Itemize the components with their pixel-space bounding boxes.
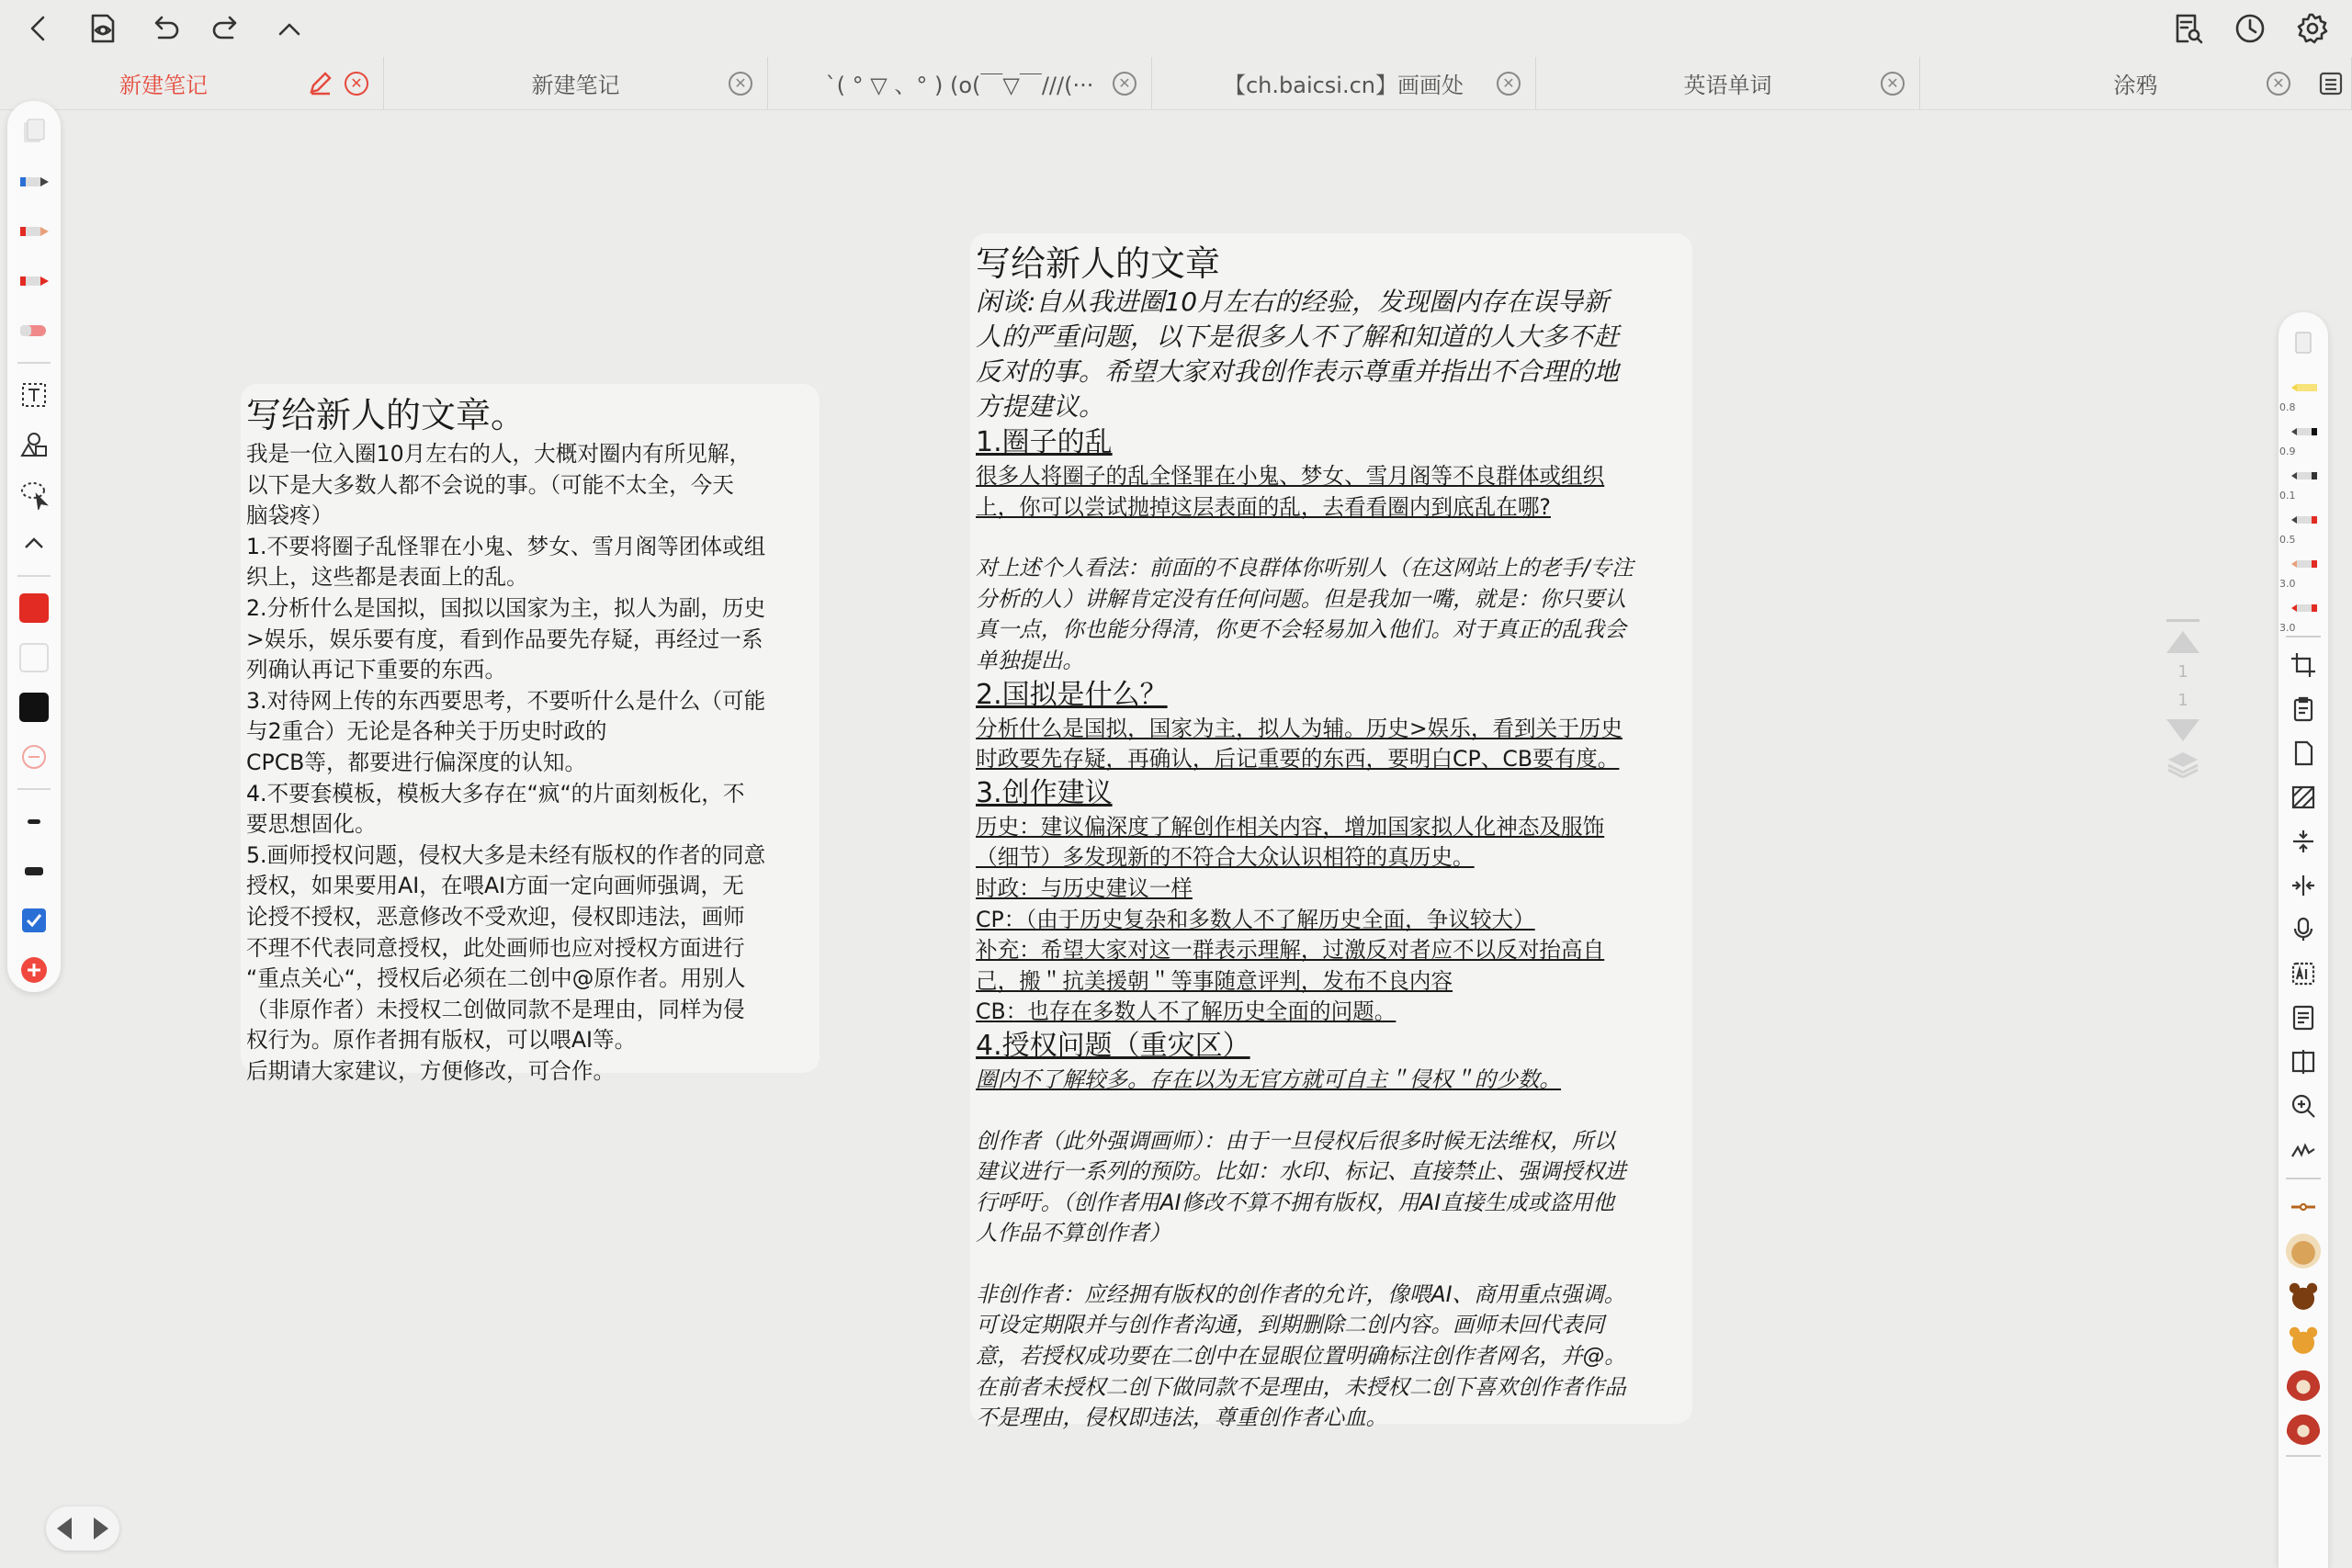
- text-line: 行呼吁。（创作者用AI修改不算不拥有版权，用AI直接生成或盗用他: [976, 1189, 1615, 1215]
- text-line: 4.不要套模板，模板大多存在“疯“的片面刻板化，不: [246, 780, 745, 807]
- sticker-3[interactable]: [2285, 1323, 2322, 1356]
- text-line: 非创作者：应经拥有版权的创作者的允许，像喂AI、商用重点强调。: [976, 1280, 1626, 1307]
- paw-sticker-icon: [2286, 1278, 2321, 1313]
- pen-preset-3[interactable]: [2279, 459, 2322, 502]
- text-line: CB：也存在多数人不了解历史全面的问题。: [976, 998, 1396, 1025]
- highlighter-tool[interactable]: [15, 263, 53, 299]
- voice-button[interactable]: [2285, 913, 2322, 946]
- text-line: CP：（由于历史复杂和多数人不了解历史全面，争议较大）: [976, 906, 1535, 932]
- preview-button[interactable]: [81, 7, 123, 50]
- text-line: CPCB等，都要进行偏深度的认知。: [246, 749, 587, 775]
- layers-icon[interactable]: [2166, 750, 2199, 778]
- tab-label: 新建笔记: [119, 73, 208, 98]
- lasso-icon: [18, 479, 50, 510]
- close-icon: ✕: [350, 73, 363, 92]
- text-line: 反对的事。希望大家对我创作表示尊重并指出不合理的地: [976, 356, 1620, 387]
- rename-tab-button[interactable]: [308, 70, 334, 96]
- minus-circle-icon: [18, 741, 50, 773]
- undo-button[interactable]: [143, 7, 186, 50]
- pen-icon: [2290, 462, 2317, 490]
- card-title: 写给新人的文章: [976, 243, 1221, 284]
- left-tool-palette: [7, 101, 61, 992]
- back-button[interactable]: [18, 7, 61, 50]
- close-tab-button[interactable]: [1881, 72, 1905, 96]
- text-line: 不是理由，侵权即违法，尊重创作者心血。: [976, 1404, 1388, 1431]
- pencil-icon: [18, 216, 50, 247]
- text-line: 要思想固化。: [246, 811, 377, 838]
- pen-size: 3.0: [2279, 622, 2296, 634]
- page-nav-top-line: [2166, 619, 2199, 622]
- pen-size: 0.1: [2279, 490, 2296, 502]
- text-line: 真一点，你也能分得清，你更不会轻易加入他们。对于真正的乱我会: [976, 616, 1626, 643]
- section-heading: 2.国拟是什么？: [976, 678, 1168, 711]
- white-swatch: [19, 643, 49, 672]
- pencil-tool[interactable]: [15, 213, 53, 250]
- text-line: 我是一位入圈10月左右的人，大概对圈内有所见解，: [246, 441, 752, 467]
- text-line: 5.画师授权问题，侵权大多是未经有版权的作者的同意: [246, 841, 766, 868]
- text-card-right[interactable]: [970, 233, 1692, 1431]
- color-swatch-black[interactable]: [15, 689, 53, 726]
- microphone-icon: [2290, 916, 2317, 943]
- top-toolbar: [0, 0, 2352, 57]
- text-line: 意，若授权成功要在二创中在显眼位置明确标注创作者网名，并@。: [976, 1343, 1626, 1370]
- paste-button[interactable]: [2285, 693, 2322, 726]
- diagonal-pattern-icon: [2290, 784, 2317, 811]
- tab-drawing-place[interactable]: [1152, 57, 1536, 110]
- tab-new-note[interactable]: [384, 57, 768, 110]
- tab-list-button[interactable]: [2317, 70, 2346, 99]
- text-line: 分析什么是国拟，国家为主，拟人为辅。历史>娱乐，看到关于历史: [976, 715, 1623, 741]
- clipboard-icon: [2290, 695, 2317, 723]
- color-swatch-red[interactable]: [15, 590, 53, 626]
- top-toolbar-right: [2166, 7, 2334, 50]
- card-intro: [976, 285, 1687, 424]
- tab-emoticon-note[interactable]: [768, 57, 1152, 110]
- pen-icon: [18, 166, 50, 197]
- add-width-button[interactable]: [15, 952, 53, 988]
- notes-button[interactable]: [2285, 1001, 2322, 1034]
- section-body: [976, 714, 1687, 775]
- ai-button[interactable]: [2285, 957, 2322, 990]
- highlighter-icon: [2290, 374, 2317, 401]
- top-toolbar-left: [18, 7, 311, 50]
- pen-size: 0.8: [2279, 401, 2296, 413]
- pen-size: 0.9: [2279, 446, 2296, 457]
- marker-icon: [2290, 594, 2317, 622]
- section-note: [976, 553, 1687, 676]
- close-tab-button[interactable]: [729, 72, 752, 96]
- split-view-icon: [2290, 1048, 2317, 1076]
- section-heading: 4.授权问题（重灾区）: [976, 1029, 1250, 1062]
- tab-label: 新建笔记: [531, 73, 620, 98]
- handwriting-button[interactable]: [2285, 1134, 2322, 1167]
- marker-icon: [2290, 550, 2317, 578]
- pen-icon: [2290, 418, 2317, 446]
- close-icon: ✕: [1502, 73, 1515, 92]
- text-line: 织上，这些都是表面上的乱。: [246, 564, 528, 591]
- text-line: 历史：建议偏深度了解创作相关内容，增加国家拟人化神态及服饰: [976, 813, 1605, 840]
- text-line: 与2重合）无论是各种关于历史时政的: [246, 718, 607, 745]
- paw-sticker-icon: [2286, 1322, 2321, 1357]
- chevron-left-icon: [23, 12, 56, 45]
- close-icon: ✕: [734, 73, 747, 92]
- text-line: 人作品不算创作者）: [976, 1220, 1171, 1247]
- text-line: 人的严重问题，以下是很多人不了解和知道的人大多不赶: [976, 321, 1620, 352]
- pen-size: 0.5: [2279, 534, 2296, 546]
- checkbox-checked-icon: [18, 905, 50, 936]
- close-tab-button[interactable]: [345, 72, 368, 96]
- red-swatch: [19, 593, 49, 623]
- text-line: 方提建议。: [976, 391, 1105, 422]
- sticker-1[interactable]: [2285, 1235, 2322, 1268]
- sticker-icon: [2286, 1234, 2321, 1269]
- spacer: [976, 523, 1687, 553]
- stroke-width-checkbox[interactable]: [15, 902, 53, 939]
- divider: [2286, 1455, 2321, 1457]
- horizontal-space-icon: [2290, 872, 2317, 899]
- card-body: [246, 439, 814, 1087]
- sticker-2[interactable]: [2285, 1279, 2322, 1312]
- bear-sticker-icon: [2286, 1410, 2321, 1445]
- text-line: 权行为。原作者拥有版权，可以喂AI等。: [246, 1027, 637, 1054]
- thick-line-icon: [25, 867, 43, 875]
- text-line: 2.分析什么是国拟，国拟以国家为主，拟人为副，历史: [246, 594, 766, 621]
- text-line: 单独提出。: [976, 647, 1084, 673]
- section-heading: 1.圈子的乱: [976, 426, 1113, 458]
- tab-bar: [0, 57, 2352, 110]
- document-search-icon: [2171, 12, 2204, 45]
- text-line: 上，你可以尝试抛掉这层表面的乱，去看看圈内到底乱在哪?: [976, 493, 1551, 520]
- text-line: 1.不要将圈子乱怪罪在小鬼、梦女、雪月阁等团体或组: [246, 533, 766, 559]
- settings-button[interactable]: [2291, 7, 2334, 50]
- pen-icon: [2290, 506, 2317, 534]
- lasso-tool[interactable]: [15, 476, 53, 513]
- card-title: 写给新人的文章。: [246, 395, 526, 435]
- text-line: （细节）多发现新的不符合大众认识相符的真历史。: [976, 844, 1475, 871]
- pen-preset-4[interactable]: [2279, 503, 2322, 546]
- list-icon: [2317, 70, 2345, 97]
- search-note-button[interactable]: [2166, 7, 2209, 50]
- total-pages: 1: [2177, 691, 2188, 710]
- crop-icon: [2290, 651, 2317, 679]
- sticker-5[interactable]: [2285, 1411, 2322, 1444]
- zoom-button[interactable]: [2285, 1089, 2322, 1122]
- text-line: 补充：希望大家对这一群表示理解，过激反对者应不以反对抬高自: [976, 937, 1605, 964]
- text-line: 不理不代表同意授权，此处画师也应对授权方面进行: [246, 934, 745, 961]
- collapse-button[interactable]: [268, 7, 311, 50]
- divider: [17, 575, 51, 577]
- collapse-tools-button[interactable]: [15, 525, 53, 562]
- text-line: （非原作者）未授权二创做同款不是理由，同样为侵: [246, 996, 745, 1022]
- text-line: 闲谈:自从我进圈10月左右的经验，发现圈内存在误导新: [976, 287, 1610, 317]
- tab-label: 英语单词: [1683, 73, 1772, 98]
- pen-preset-6[interactable]: [2279, 592, 2322, 634]
- close-tab-button[interactable]: [1113, 72, 1136, 96]
- text-line: 己，搬＂抗美援朝＂等事随意评判，发布不良内容: [976, 967, 1453, 994]
- bear-sticker-icon: [2286, 1366, 2321, 1401]
- text-line: 创作者（此外强调画师）：由于一旦侵权后很多时候无法维权，所以: [976, 1127, 1616, 1154]
- ruler-button[interactable]: [2285, 1190, 2322, 1224]
- redo-button[interactable]: [206, 7, 248, 50]
- text-line: 后期请大家建议，方便修改，可合作。: [246, 1057, 616, 1084]
- marker-icon: [18, 265, 50, 297]
- zoom-in-icon: [2290, 1092, 2317, 1120]
- split-button[interactable]: [2285, 869, 2322, 902]
- text-line: 可设定期限并与创作者沟通，到期删除二创内容。画师未回代表同: [976, 1312, 1605, 1338]
- text-line: 3.对待网上传的东西要思考，不要听什么是什么（可能: [246, 687, 766, 714]
- text-line: 建议进行一系列的预防。比如：水印、标记、直接禁止、强调授权进: [976, 1158, 1626, 1185]
- page-tool[interactable]: [15, 114, 53, 151]
- vertical-space-icon: [2290, 828, 2317, 855]
- chevron-up-icon: [18, 528, 50, 559]
- text-line: 时政：与历史建议一样: [976, 874, 1193, 901]
- next-page-button[interactable]: [94, 1517, 108, 1540]
- text-box-tool[interactable]: [15, 377, 53, 413]
- tab-label: 【ch.baicsi.cn】画画处: [1223, 73, 1464, 98]
- divider: [2286, 636, 2321, 637]
- text-line: 很多人将圈子的乱全怪罪在小鬼、梦女、雪月阁等不良群体或组织: [976, 463, 1605, 489]
- section-body: [976, 812, 1687, 1028]
- redo-icon: [210, 12, 243, 45]
- tab-label: `( ° ▽ 、° ) (o(￣▽￣///(···: [825, 73, 1094, 98]
- page-down-button[interactable]: [2166, 719, 2199, 741]
- close-tab-button[interactable]: [1497, 72, 1521, 96]
- text-line: 时政要先存疑，再确认，后记重要的东西，要明白CP、CB要有度。: [976, 746, 1620, 773]
- undo-icon: [148, 12, 181, 45]
- text-line: 对上述个人看法：前面的不良群体你听别人（在这网站上的老手/专注: [976, 555, 1634, 581]
- stroke-width-thick[interactable]: [15, 852, 53, 889]
- tab-new-note-active[interactable]: [0, 57, 384, 110]
- crop-button[interactable]: [2285, 649, 2322, 682]
- text-box-icon: [18, 379, 50, 411]
- tab-label: 涂鸦: [2113, 73, 2158, 98]
- background-button[interactable]: [2285, 781, 2322, 814]
- plus-circle-icon: [18, 954, 50, 986]
- ruler-icon: [2290, 1193, 2317, 1221]
- close-icon: ✕: [1886, 73, 1899, 92]
- divider: [17, 362, 51, 364]
- section-body: 圈内不了解较多。存在以为无官方就可自主＂侵权＂的少数。: [976, 1066, 1562, 1092]
- text-line: 论授不授权，恶意修改不受欢迎，侵权即违法，画师: [246, 903, 745, 930]
- insert-space-button[interactable]: [2285, 825, 2322, 858]
- text-line: 以下是大多数人都不会说的事。（可能不太全，今天: [246, 471, 734, 498]
- section-body: [976, 461, 1687, 523]
- text-line: 授权，如果要用AI，在喂AI方面一定向画师强调，无: [246, 873, 744, 899]
- right-tool-palette: [2278, 312, 2328, 1568]
- tab-english-words[interactable]: [1536, 57, 1920, 110]
- section-heading: 3.创作建议: [976, 776, 1113, 809]
- page-icon: [2290, 330, 2317, 357]
- split-view-button[interactable]: [2285, 1045, 2322, 1078]
- spacer: [976, 1096, 1687, 1126]
- text-line: 列确认再记下重要的东西。: [246, 657, 507, 683]
- page-up-button[interactable]: [2166, 631, 2199, 653]
- gear-icon: [2296, 12, 2329, 45]
- pen-preset-2[interactable]: [2279, 415, 2322, 457]
- eraser-icon: [18, 315, 50, 346]
- spacer: [976, 1249, 1687, 1280]
- previous-page-button[interactable]: [57, 1517, 72, 1540]
- chevron-up-icon: [273, 12, 306, 45]
- current-page: 1: [2177, 662, 2188, 682]
- history-button[interactable]: [2229, 7, 2271, 50]
- fountain-pen-tool[interactable]: [15, 164, 53, 200]
- color-swatch-white[interactable]: [15, 639, 53, 676]
- thin-line-icon: [28, 819, 40, 824]
- pen-preset-5[interactable]: [2279, 547, 2322, 590]
- close-icon: ✕: [2272, 73, 2285, 92]
- page-tool[interactable]: [2285, 327, 2322, 360]
- text-line: 分析的人）讲解肯定没有任何问题。但是我加一嘴，就是：你只要认: [976, 585, 1626, 612]
- clock-icon: [2233, 12, 2267, 45]
- page-icon: [18, 117, 50, 148]
- text-line: >娱乐，娱乐要有度，看到作品要先存疑，再经过一系: [246, 626, 763, 652]
- close-icon: ✕: [1118, 73, 1131, 92]
- stroke-width-thin[interactable]: [15, 803, 53, 840]
- shapes-tool[interactable]: [15, 426, 53, 463]
- text-line: “重点关心“，授权后必须在二创中@原作者。用别人: [246, 965, 746, 992]
- blank-page-button[interactable]: [2285, 737, 2322, 770]
- section-note: [976, 1280, 1687, 1434]
- signature-icon: [2290, 1136, 2317, 1164]
- divider: [17, 788, 51, 790]
- text-line: 脑袋疼）: [246, 502, 334, 529]
- page-switcher: [46, 1506, 119, 1551]
- divider: [2286, 1178, 2321, 1179]
- close-tab-button[interactable]: [2267, 72, 2290, 96]
- pen-size: 3.0: [2279, 578, 2296, 590]
- sticker-4[interactable]: [2285, 1367, 2322, 1400]
- remove-color-button[interactable]: [15, 739, 53, 775]
- pen-preset-1[interactable]: [2279, 371, 2322, 413]
- section-note: [976, 1126, 1687, 1249]
- pencil-icon: [308, 70, 334, 96]
- text-card-left[interactable]: [241, 384, 820, 1084]
- ai-icon: [2290, 960, 2317, 987]
- note-icon: [2290, 1004, 2317, 1032]
- eraser-tool[interactable]: [15, 312, 53, 349]
- tab-doodle[interactable]: [1920, 57, 2352, 110]
- page-icon: [2290, 739, 2317, 767]
- document-eye-icon: [85, 12, 119, 45]
- text-line: 在前者未授权二创下做同款不是理由，未授权二创下喜欢创作者作品: [976, 1373, 1626, 1400]
- shapes-icon: [18, 429, 50, 460]
- page-navigator: [2165, 619, 2201, 821]
- black-swatch: [19, 693, 49, 722]
